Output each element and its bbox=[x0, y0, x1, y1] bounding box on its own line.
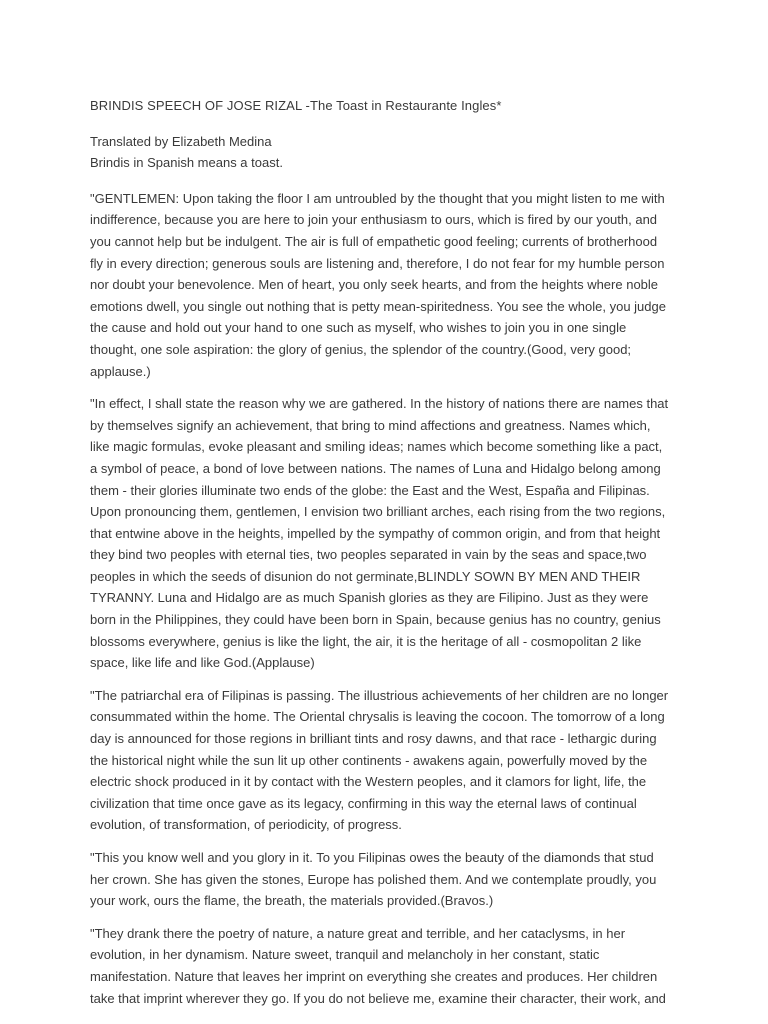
document-page bbox=[90, 95, 670, 1020]
translation-note: Brindis in Spanish means a toast. bbox=[90, 155, 283, 171]
speech-paragraph-1: "GENTLEMEN: Upon taking the floor I am untroubled by the thought that you might listen to me with indifference, because you are here to join your enthusiasm to ours, which is fired by our youth, and you cannot help but be indulgent. The air is full of empathetic good feeling; currents of brotherhood fly in every direction; generous souls are listening and, therefore, I do not fear for my humble person nor doubt your benevolence. Men of heart, you only seek hearts, and from the heights where noble emotions dwell, you single out nothing that is petty mean-spiritedness. You see the whole, you judge the cause and hold out your hand to one such as myself, who wishes to join you in one single thought, one sole aspiration: the glory of genius, the splendor of the country.(Good, very good; applause.) bbox=[90, 190, 666, 379]
speech-paragraph-5: "They drank there the poetry of nature, a nature great and terrible, and her cataclysms, in her evolution, in her dynamism. Nature sweet, tranquil and melancholy in her constant, static manifestation. Nature that leaves her imprint on everything she creates and produces. Her children take that imprint wherever they go. If you do not believe me, examine their character, their work, and bbox=[90, 925, 666, 1006]
speech-paragraph-2: "In effect, I shall state the reason why we are gathered. In the history of nations there are names that by themselves signify an achievement, that bring to mind affections and greatness. Names which, like magic formulas, evoke pleasant and smiling ideas; names which become something like a pact, a symbol of peace, a bond of love between nations. The names of Luna and Hidalgo belong among them - their glories illuminate two ends of the globe: the East and the West, España and Filipinas. Upon pronouncing them, gentlemen, I envision two brilliant arches, each rising from the two regions, that entwine above in the heights, impelled by the sympathy of common origin, and from that height they bind two peoples with eternal ties, two peoples separated in vain by the seas and space,two peoples in which the seeds of disunion do not germinate,BLINDLY SOWN BY MEN AND THEIR TYRANNY. Luna and Hidalgo are as much Spanish glories as they are Filipino. Just as they were born in the Philippines, they could have been born in Spain, because genius has no country, genius blossoms everywhere, genius is like the light, the air, it is the heritage of all - cosmopolitan 2 like space, like life and like God.(Applause) bbox=[90, 396, 669, 671]
speech-paragraph-4: "This you know well and you glory in it. To you Filipinas owes the beauty of the diamonds that stud her crown. She has given the stones, Europe has polished them. And we contemplate proudly, you your work, ours the flame, the breath, the materials provided.(Bravos.) bbox=[90, 850, 657, 909]
translator-credit: Translated by Elizabeth Medina bbox=[90, 133, 272, 149]
translation-info bbox=[90, 131, 670, 174]
document-title: BRINDIS SPEECH OF JOSE RIZAL -The Toast in Restaurante Ingles* bbox=[90, 98, 502, 113]
speech-paragraph-3: "The patriarchal era of Filipinas is passing. The illustrious achievements of her children are no longer consummated within the home. The Oriental chrysalis is leaving the cocoon. The tomorrow of a long day is announced for those regions in brilliant tints and rosy dawns, and that race - lethargic during the historical night while the sun lit up other continents - awakens again, powerfully moved by the electric shock produced in it by contact with the Western peoples, and it clamors for light, life, the civilization that time once gave as its legacy, confirming in this way the eternal laws of continual evolution, of transformation, of periodicity, of progress. bbox=[90, 687, 669, 833]
